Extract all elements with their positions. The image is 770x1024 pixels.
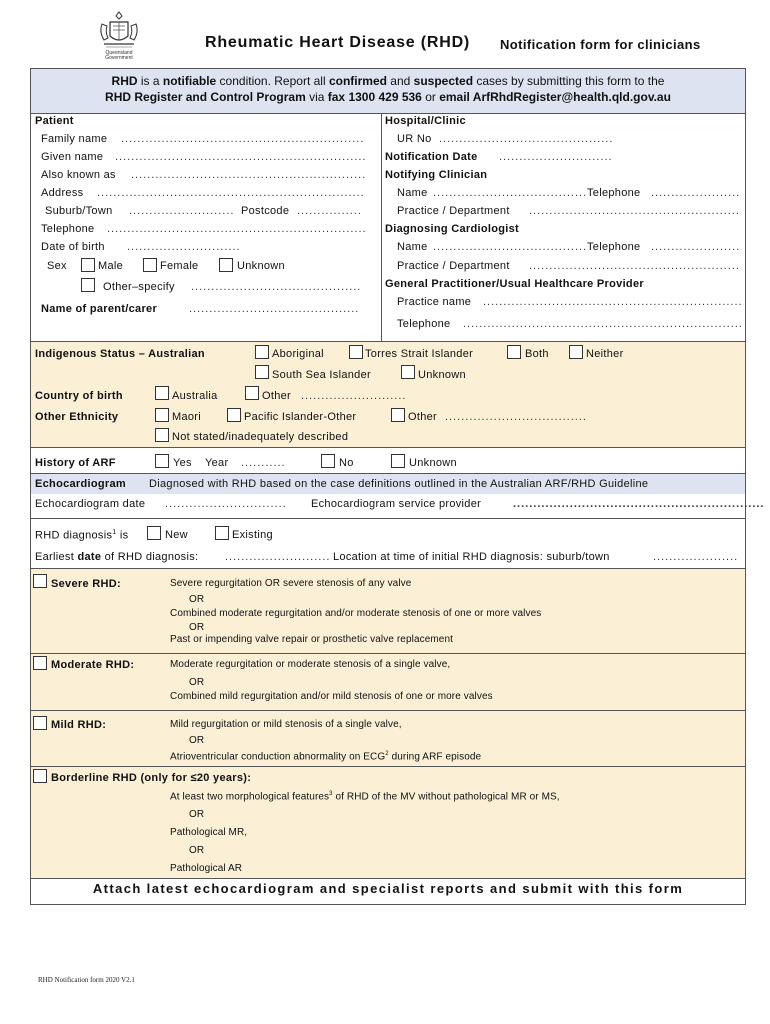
gp-telephone-field[interactable]: .....................................................................	[463, 318, 743, 330]
notification-date-field[interactable]: ............................	[499, 151, 613, 163]
borderline-rhd-label: Borderline RHD (only for ≤20 years):	[51, 772, 252, 784]
mild-criteria-1: Mild regurgitation or mild stenosis of a single valve,	[170, 719, 402, 730]
severe-criteria-3: Past or impending valve repair or prosthetic valve replacement	[170, 634, 454, 645]
sex-female-checkbox[interactable]	[143, 258, 157, 272]
borderline-rhd-checkbox[interactable]	[33, 769, 47, 783]
sex-unknown-checkbox[interactable]	[219, 258, 233, 272]
country-australia-checkbox[interactable]	[155, 386, 169, 400]
ethnicity-maori-label: Maori	[172, 411, 202, 423]
moderate-or: OR	[189, 677, 205, 688]
parent-carer-label: Name of parent/carer	[41, 303, 158, 315]
notification-date-label: Notification Date	[385, 151, 478, 163]
gp-practice-name-field[interactable]: ................................................................	[483, 296, 743, 308]
given-name-label: Given name	[41, 151, 104, 163]
echo-date-label: Echocardiogram date	[35, 498, 146, 510]
cardiologist-telephone-label: Telephone	[587, 241, 641, 253]
arf-year-field[interactable]: ...........	[241, 457, 286, 469]
moderate-criteria-2: Combined mild regurgitation and/or mild stenosis of one or more valves	[170, 691, 493, 702]
cardiologist-name-field[interactable]: ......................................	[433, 241, 588, 253]
ethnicity-other-checkbox[interactable]	[391, 408, 405, 422]
sex-other-field[interactable]: ..........................................	[191, 281, 362, 293]
ur-no-label: UR No	[397, 133, 432, 145]
borderline-criteria-2: Pathological MR,	[170, 827, 248, 838]
gp-heading: General Practitioner/Usual Healthcare Provider	[385, 278, 644, 290]
sex-other-checkbox[interactable]	[81, 278, 95, 292]
cardiologist-practice-label: Practice / Department	[397, 260, 510, 272]
sex-other-label: Other–specify	[103, 281, 175, 293]
also-known-as-field[interactable]: ..........................................................	[131, 169, 367, 181]
earliest-date-field[interactable]: ..........................	[225, 551, 331, 563]
notifying-clinician-heading: Notifying Clinician	[385, 169, 488, 181]
hospital-heading: Hospital/Clinic	[385, 115, 466, 127]
sex-male-label: Male	[98, 260, 124, 272]
borderline-or-1: OR	[189, 809, 205, 820]
country-of-birth-label: Country of birth	[35, 390, 123, 402]
severe-or-1: OR	[189, 594, 205, 605]
location-field[interactable]: .....................	[653, 551, 739, 563]
aboriginal-label: Aboriginal	[272, 348, 324, 360]
both-checkbox[interactable]	[507, 345, 521, 359]
diagnosing-cardiologist-heading: Diagnosing Cardiologist	[385, 223, 520, 235]
diagnosis-new-label: New	[165, 529, 188, 541]
borderline-or-2: OR	[189, 845, 205, 856]
location-label: Location at time of initial RHD diagnosis: suburb/town	[333, 551, 610, 563]
family-name-field[interactable]: ............................................................	[121, 133, 365, 145]
cardiologist-name-label: Name	[397, 241, 428, 253]
crest-icon	[96, 10, 142, 52]
severe-criteria-2: Combined moderate regurgitation and/or moderate stenosis of one or more valves	[170, 608, 542, 619]
aboriginal-checkbox[interactable]	[255, 345, 269, 359]
notifying-telephone-field[interactable]: ......................	[651, 187, 741, 199]
moderate-rhd-label: Moderate RHD:	[51, 659, 135, 671]
given-name-field[interactable]: ..............................................................	[115, 151, 367, 163]
borderline-criteria-3: Pathological AR	[170, 863, 243, 874]
footer-version: RHD Notification form 2020 V2.1	[38, 976, 135, 984]
severe-criteria-1: Severe regurgitation OR severe stenosis of any valve	[170, 578, 412, 589]
notifying-practice-field[interactable]: ....................................................	[529, 205, 740, 217]
arf-no-label: No	[339, 457, 354, 469]
cardiologist-practice-field[interactable]: ....................................................	[529, 260, 740, 272]
ethnicity-pacific-checkbox[interactable]	[227, 408, 241, 422]
notifying-name-field[interactable]: ......................................	[433, 187, 588, 199]
ur-no-field[interactable]: ...........................................	[439, 133, 614, 145]
mild-rhd-checkbox[interactable]	[33, 716, 47, 730]
indigenous-unknown-checkbox[interactable]	[401, 365, 415, 379]
echo-date-field[interactable]: ..............................	[165, 498, 287, 510]
ethnicity-other-field[interactable]: ...................................	[445, 411, 587, 423]
moderate-rhd-checkbox[interactable]	[33, 656, 47, 670]
suburb-town-label: Suburb/Town	[45, 205, 113, 217]
ethnicity-pacific-label: Pacific Islander-Other	[244, 411, 357, 423]
borderline-criteria-1: At least two morphological features$^3$ of RHD of the MV without pathological MR or MS,	[170, 791, 560, 803]
diagnosis-new-checkbox[interactable]	[147, 526, 161, 540]
mild-rhd-label: Mild RHD:	[51, 719, 107, 731]
patient-heading: Patient	[35, 115, 74, 127]
notice-line-2: RHD Register and Control Program via fax 1300 429 536 or email ArfRhdRegister@health.qld.gov.au	[105, 90, 671, 104]
country-other-field[interactable]: ..........................	[301, 390, 407, 402]
notice-text	[31, 73, 745, 105]
severe-rhd-checkbox[interactable]	[33, 574, 47, 588]
moderate-criteria-1: Moderate regurgitation or moderate stenosis of a single valve,	[170, 659, 451, 670]
cardiologist-telephone-field[interactable]: ......................	[651, 241, 741, 253]
attach-reports-note: Attach latest echocardiogram and specialist reports and submit with this form	[92, 881, 684, 896]
rhd-diagnosis-label: RHD diagnosis$^1$ is	[35, 529, 129, 542]
notice-band	[31, 69, 745, 113]
earliest-date-label: Earliest date of RHD diagnosis:	[35, 551, 199, 563]
sex-male-checkbox[interactable]	[81, 258, 95, 272]
other-ethnicity-label: Other Ethnicity	[35, 411, 119, 423]
echo-provider-label: Echocardiogram service provider	[311, 498, 482, 510]
suburb-town-field[interactable]: ..........................	[129, 205, 235, 217]
arf-year-label: Year	[205, 457, 229, 469]
ethnicity-other-label: Other	[408, 411, 438, 423]
diagnosis-existing-checkbox[interactable]	[215, 526, 229, 540]
postcode-field[interactable]: ................	[297, 205, 362, 217]
ethnicity-maori-checkbox[interactable]	[155, 408, 169, 422]
sex-label: Sex	[47, 260, 67, 272]
gp-practice-name-label: Practice name	[397, 296, 472, 308]
date-of-birth-field[interactable]: ............................	[127, 241, 241, 253]
mild-criteria-2: Atrioventricular conduction abnormality on ECG$^2$ during ARF episode	[170, 751, 482, 763]
ethnicity-not-stated-checkbox[interactable]	[155, 428, 169, 442]
patient-telephone-label: Telephone	[41, 223, 95, 235]
arf-unknown-label: Unknown	[409, 457, 457, 469]
notifying-name-label: Name	[397, 187, 428, 199]
mild-or: OR	[189, 735, 205, 746]
logo-text: Queensland Government	[105, 50, 133, 61]
patient-telephone-field[interactable]: ................................................................	[107, 223, 367, 235]
neither-checkbox[interactable]	[569, 345, 583, 359]
torres-strait-checkbox[interactable]	[349, 345, 363, 359]
arf-unknown-checkbox[interactable]	[391, 454, 405, 468]
postcode-label: Postcode	[241, 205, 290, 217]
notice-line-1: RHD is a notifiable condition. Report all confirmed and suspected cases by submitting this form to the	[111, 74, 665, 88]
history-of-arf-label: History of ARF	[35, 457, 116, 469]
indigenous-status-label: Indigenous Status – Australian	[35, 348, 205, 360]
family-name-label: Family name	[41, 133, 108, 145]
notifying-telephone-label: Telephone	[587, 187, 641, 199]
gp-telephone-label: Telephone	[397, 318, 451, 330]
echocardiogram-label: Echocardiogram	[35, 478, 127, 490]
severe-rhd-label: Severe RHD:	[51, 578, 121, 590]
diagnosis-existing-label: Existing	[232, 529, 273, 541]
address-field[interactable]: ..................................................................	[97, 187, 365, 199]
echocardiogram-description: Diagnosed with RHD based on the case definitions outlined in the Australian ARF/RHD Guideline	[149, 478, 649, 490]
south-sea-islander-label: South Sea Islander	[272, 369, 371, 381]
notification-form	[30, 68, 765, 905]
country-other-checkbox[interactable]	[245, 386, 259, 400]
severe-or-2: OR	[189, 622, 205, 633]
also-known-as-label: Also known as	[41, 169, 116, 181]
both-label: Both	[525, 348, 549, 360]
echo-provider-field[interactable]: ..............................................................	[513, 498, 765, 510]
arf-yes-label: Yes	[173, 457, 192, 469]
form-title: Rheumatic Heart Disease (RHD)	[205, 34, 471, 51]
arf-yes-checkbox[interactable]	[155, 454, 169, 468]
south-sea-islander-checkbox[interactable]	[255, 365, 269, 379]
indigenous-unknown-label: Unknown	[418, 369, 466, 381]
arf-no-checkbox[interactable]	[321, 454, 335, 468]
neither-label: Neither	[586, 348, 624, 360]
date-of-birth-label: Date of birth	[41, 241, 105, 253]
country-other-label: Other	[262, 390, 292, 402]
notifying-practice-label: Practice / Department	[397, 205, 510, 217]
country-australia-label: Australia	[172, 390, 218, 402]
form-subtitle: Notification form for clinicians	[500, 37, 701, 52]
parent-carer-field[interactable]: ..........................................	[189, 303, 360, 315]
ethnicity-not-stated-label: Not stated/inadequately described	[172, 431, 349, 443]
sex-female-label: Female	[160, 260, 199, 272]
address-label: Address	[41, 187, 84, 199]
form-header	[0, 0, 770, 68]
sex-unknown-label: Unknown	[237, 260, 285, 272]
torres-strait-label: Torres Strait Islander	[365, 348, 474, 360]
